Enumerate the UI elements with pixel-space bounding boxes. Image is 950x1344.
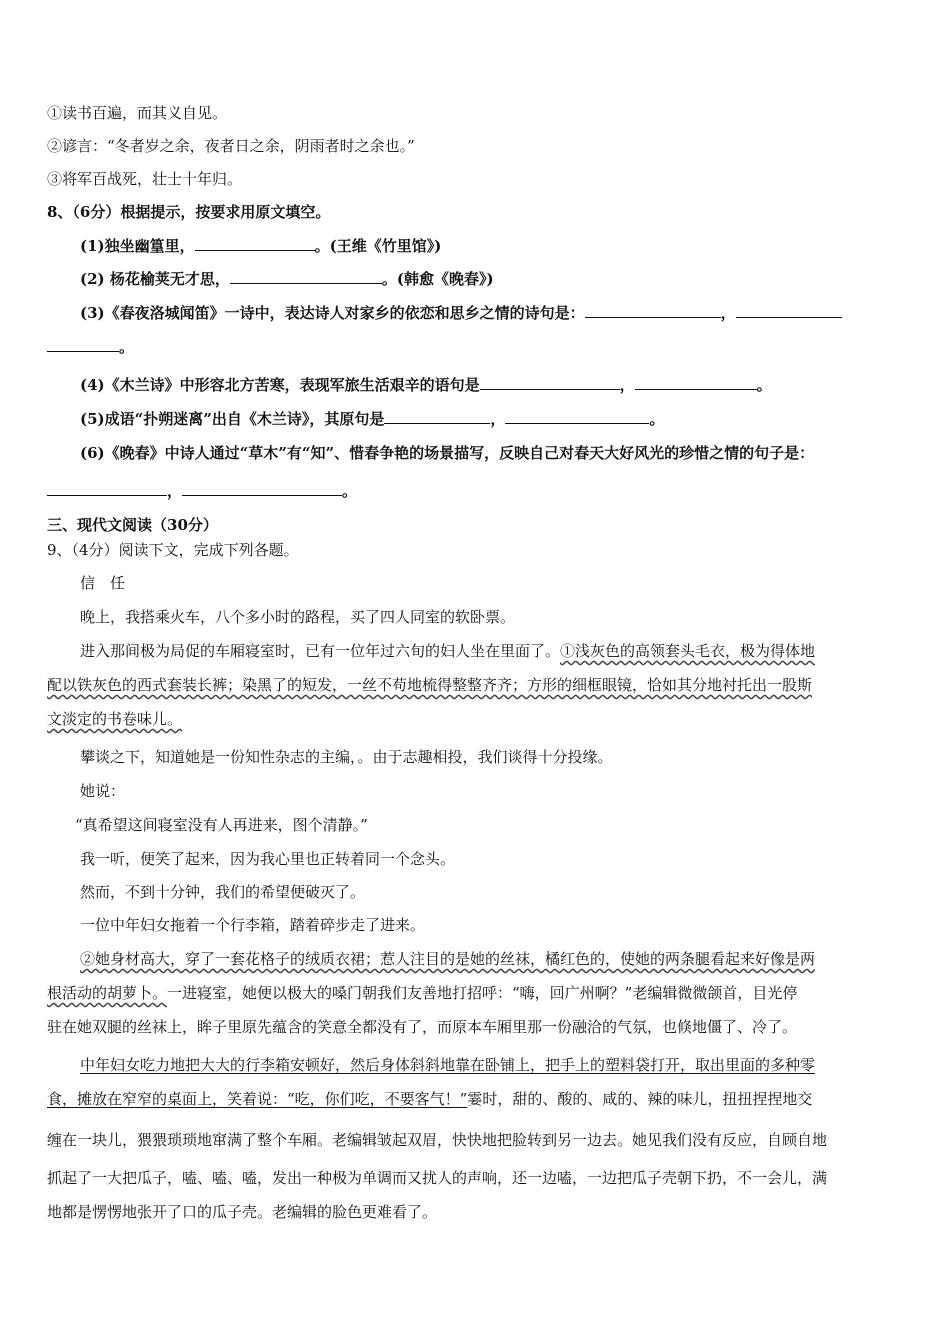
q8-item-3-text: (3)《春夜洛城闻笛》一诗中，表达诗人对家乡的依恋和思乡之情的诗句是： [80,304,585,322]
q8-item-6-end: 。 [342,482,358,500]
q8-item-5 [80,409,664,429]
answer-blank[interactable] [182,481,342,496]
q8-item-6-cont [47,481,357,501]
question-8-title: 8、（6分）根据提示，按要求用原文填空。 [47,203,331,221]
q8-item-2-source: 。(韩愈《晚春》) [381,270,494,288]
section-3-heading: 三、现代文阅读（30分） [47,516,218,534]
q8-item-3-sep: ， [720,304,736,322]
marked-sentence-1: ①浅灰色的高领套头毛衣，极为得体地 [560,642,816,660]
passage-text: 一进寝室，她便以极大的嗓门朝我们友善地打招呼：“嗨，回广州啊？”老编辑微微颌首，目光停 [167,984,798,1002]
passage-title: 信 任 [80,574,126,592]
passage-line: 配以铁灰色的西式套装长裤；染黑了的短发，一丝不苟地梳得整整齐齐；方形的细框眼镜，恰如其分地衬托出一股斯 [47,676,813,694]
passage-line: “真希望这间寝室没有人再进来，图个清静。” [75,816,368,834]
passage-line [47,983,797,1003]
answer-blank[interactable] [47,481,167,496]
passage-line: 驻在她双腿的丝袜上，眸子里原先蕴含的笑意全都没有了，而原本车厢里那一份融洽的气氛，也倏地僵了、冷了。 [47,1018,798,1036]
answer-blank[interactable] [635,375,757,390]
quote-1: ①读书百遍，而其义自见。 [47,104,228,122]
passage-text: 进入那间极为局促的车厢寝室时，已有一位年过六旬的妇人坐在里面了。 [80,642,561,660]
passage-line: 抓起了一大把瓜子，嗑、嗑、嗑，发出一种极为单调而又扰人的声响，还一边嗑，一边把瓜子壳朝下扔，不一会儿，满 [47,1169,828,1187]
passage-line: 缠在一块儿，猥猥琐琐地窜满了整个车厢。老编辑皱起双眉，快快地把脸转到另一边去。她见我们没有反应，自顾自地 [47,1131,828,1149]
q8-item-2-text: (2) 杨花榆荚无才思， [80,270,230,288]
answer-blank[interactable] [47,337,119,352]
passage-line: 中年妇女吃力地把大大的行李箱安顿好，然后身体斜斜地靠在卧铺上，把手上的塑料袋打开，取出里面的多种零 [80,1056,816,1074]
q8-item-3-cont [47,337,134,357]
passage-line: 地都是愣愣地张开了口的瓜子壳。老编辑的脸色更难看了。 [47,1203,438,1221]
q8-item-4-sep: ， [619,376,635,394]
passage-line: 然而，不到十分钟，我们的希望便破灭了。 [80,883,366,901]
q8-item-1-text: (1)独坐幽篁里， [80,237,195,255]
passage-line: 我一听，便笑了起来，因为我心里也正转着同一个念头。 [80,850,456,868]
answer-blank[interactable] [585,303,721,318]
q8-item-5-end: 。 [649,410,665,428]
passage-line: 晚上，我搭乘火车，八个多小时的路程，买了四人同室的软卧票。 [80,608,516,626]
q8-item-2 [80,269,494,289]
passage-line: 一位中年妇女拖着一个行李箱，踏着碎步走了进来。 [80,916,426,934]
marked-sentence-3: 食，摊放在窄窄的桌面上，笑着说：“吃，你们吃，不要客气！” [47,1090,468,1108]
answer-blank[interactable] [230,269,382,284]
answer-blank[interactable] [195,236,315,251]
q8-item-4-end: 。 [756,376,772,394]
passage-line: 攀谈之下，知道她是一份知性杂志的主编，。由于志趣相投，我们谈得十分投缘。 [80,748,613,766]
question-9-title: 9、（4分）阅读下文，完成下列各题。 [47,541,299,559]
q8-item-4-text: (4)《木兰诗》中形容北方苦寒，表现军旅生活艰辛的语句是 [80,376,480,394]
q8-item-6-sep: ， [167,482,183,500]
q8-item-3-end: 。 [119,338,135,356]
q8-item-4 [80,375,772,395]
answer-blank[interactable] [480,375,620,390]
quote-2: ②谚言：“冬者岁之余，夜者日之余，阴雨者时之余也。” [47,137,415,155]
q8-item-5-sep: ， [490,410,506,428]
passage-text: 霎时，甜的、酸的、咸的、辣的味儿，扭扭捏捏地交 [467,1090,813,1108]
answer-blank[interactable] [505,409,649,424]
passage-line: ②她身材高大，穿了一套花格子的绒质衣裙；惹人注目的是她的丝袜，橘红色的，使她的两条腿看起来好像是两 [80,950,816,968]
marked-sentence-2: 根活动的胡萝卜。 [47,984,168,1002]
q8-item-5-text: (5)成语“扑朔迷离”出自《木兰诗》，其原句是 [80,410,385,428]
q8-item-3 [80,303,842,323]
passage-line [80,641,815,661]
quote-3: ③将军百战死，壮士十年归。 [47,170,243,188]
q8-item-6: (6)《晚春》中诗人通过“草木”有“知”、惜春争艳的场景描写，反映自己对春天大好风光的珍惜之情的句子是： [80,444,815,462]
passage-line: 她说： [80,782,126,800]
q8-item-1-source: 。(王维《竹里馆》) [314,237,442,255]
passage-line: 文淡定的书卷味儿。 [47,710,183,728]
answer-blank[interactable] [736,303,842,318]
answer-blank[interactable] [384,409,490,424]
passage-line [47,1089,812,1109]
q8-item-1 [80,236,441,256]
